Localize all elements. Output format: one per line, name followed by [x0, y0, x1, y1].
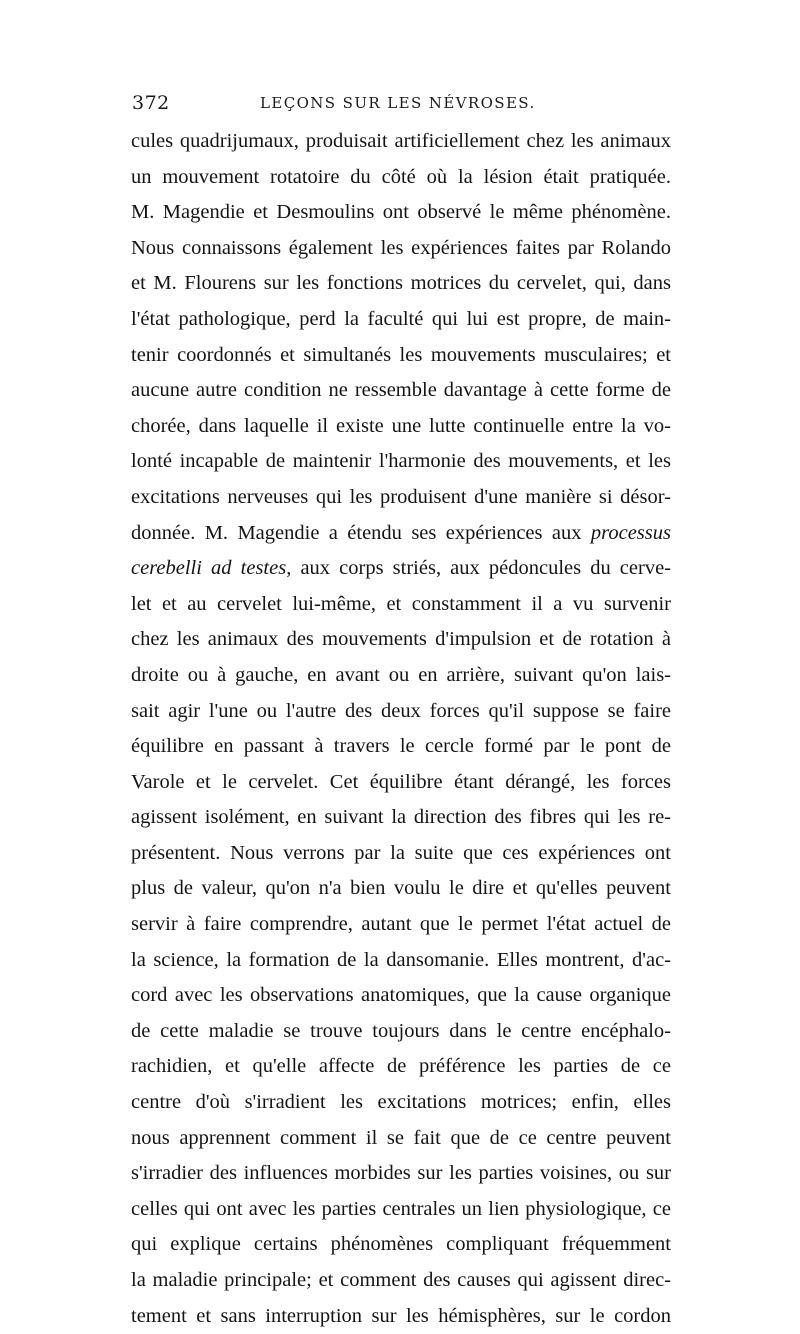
text-line-with-italic — [131, 516, 671, 552]
page-number: 372 — [132, 92, 170, 114]
text-line: plus de valeur, qu'on n'a bien voulu le dire et qu'elles peuvent — [131, 877, 671, 900]
text-line: un mouvement rotatoire du côté où la lésion était pratiquée. — [131, 165, 671, 188]
text-line: aucune autre condition ne ressemble davantage à cette forme de — [131, 379, 671, 402]
text-line: s'irradier des influences morbides sur les parties voisines, ou sur — [131, 1162, 671, 1185]
text-line: celles qui ont avec les parties centrales un lien physiologique, ce — [131, 1197, 671, 1220]
text-line: chez les animaux des mouvements d'impulsion et de rotation à — [131, 628, 671, 651]
text-line: la maladie principale; et comment des causes qui agissent direc- — [131, 1269, 671, 1291]
text-line: équilibre en passant à travers le cercle formé par le pont de — [131, 735, 671, 758]
text-line: lonté incapable de maintenir l'harmonie des mouvements, et les — [131, 450, 671, 473]
text-line: tenir coordonnés et simultanés les mouvements musculaires; et — [131, 343, 671, 366]
text-line: agissent isolément, en suivant la direction des fibres qui les re- — [131, 806, 671, 829]
text-line: let et au cervelet lui-même, et constamment il a vu survenir — [131, 592, 671, 615]
text-line: servir à faire comprendre, autant que le permet l'état actuel de — [131, 913, 671, 936]
text-line: droite ou à gauche, en avant ou en arrière, suivant qu'on lais- — [131, 663, 671, 686]
text-line: de cette maladie se trouve toujours dans le centre encéphalo- — [131, 1019, 671, 1042]
text-line: M. Magendie et Desmoulins ont observé le même phénomène. — [131, 201, 671, 224]
italic-term: processus — [590, 521, 671, 544]
text-segment: aux corps striés, aux pédoncules du cerve- — [300, 557, 671, 580]
text-line: la science, la formation de la dansomanie. Elles montrent, d'ac- — [131, 948, 671, 971]
running-head — [132, 92, 672, 116]
italic-term: cerebelli ad testes — [131, 557, 287, 580]
text-line: cord avec les observations anatomiques, que la cause organique — [131, 984, 671, 1007]
text-line: Varole et le cervelet. Cet équilibre étant dérangé, les forces — [131, 770, 671, 793]
text-line: centre d'où s'irradient les excitations motrices; enfin, elles — [131, 1091, 671, 1114]
text-line: excitations nerveuses qui les produisent d'une manière si désor- — [131, 485, 671, 508]
running-title: LEÇONS SUR LES NÉVROSES. — [260, 94, 536, 112]
text-line: cules quadrijumaux, produisait artificiellement chez les animaux — [131, 130, 671, 152]
text-segment: donnée. M. Magendie a étendu ses expériences aux — [131, 521, 582, 544]
text-line: l'état pathologique, perd la faculté qui lui est propre, de main- — [131, 307, 671, 330]
text-line: rachidien, et qu'elle affecte de préférence les parties de ce — [131, 1055, 671, 1078]
text-line: chorée, dans laquelle il existe une lutte continuelle entre la vo- — [131, 414, 671, 437]
text-line: présentent. Nous verrons par la suite que ces expériences ont — [131, 841, 671, 864]
text-line: tement et sans interruption sur les hémisphères, sur le cordon — [131, 1304, 671, 1327]
body-text — [131, 124, 671, 1334]
text-line: et M. Flourens sur les fonctions motrices du cervelet, qui, dans — [131, 272, 671, 295]
text-line-with-italic: cerebelli ad testes, aux corps striés, aux pédoncules du cerve- — [131, 557, 671, 580]
text-line: Nous connaissons également les expériences faites par Rolando — [131, 236, 671, 259]
text-line: nous apprennent comment il se fait que de ce centre peuvent — [131, 1126, 671, 1149]
text-line: qui explique certains phénomènes compliquant fréquemment — [131, 1233, 671, 1256]
text-line: sait agir l'une ou l'autre des deux forces qu'il suppose se faire — [131, 699, 671, 722]
